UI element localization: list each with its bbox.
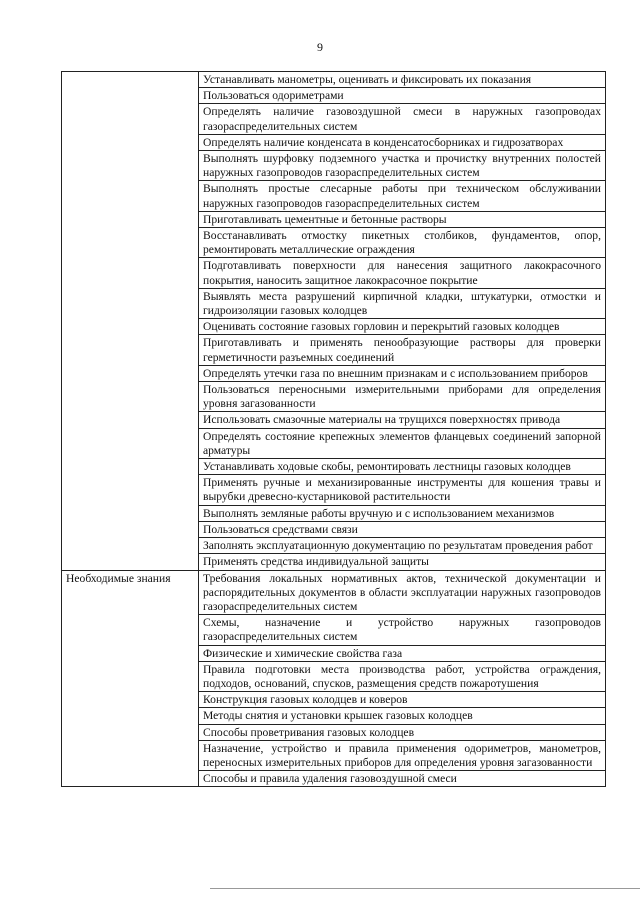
competency-table	[61, 71, 606, 787]
table-cell-text: Выявлять места разрушений кирпичной кладки, штукатурки, отмостки и гидроизоляции газовых колодцев	[199, 288, 606, 318]
table-cell-text: Заполнять эксплуатационную документацию по результатам проведения работ	[199, 538, 606, 554]
table-cell-text: Восстанавливать отмостку пикетных столбиков, фундаментов, опор, ремонтировать металлические ограждения	[199, 228, 606, 258]
table-cell-text: Назначение, устройство и правила применения одориметров, манометров, переносных измерительных приборов для определения уровня загазованности	[199, 740, 606, 770]
table-cell-text: Приготавливать цементные и бетонные растворы	[199, 211, 606, 227]
section-label-cell: Необходимые знания	[62, 570, 199, 787]
table-cell-text: Применять ручные и механизированные инструменты для кошения травы и вырубки древесно-кустарниковой растительности	[199, 475, 606, 505]
table-cell-text: Подготавливать поверхности для нанесения защитного лакокрасочного покрытия, наносить защитное лакокрасочное покрытие	[199, 258, 606, 288]
table-cell-text: Способы проветривания газовых колодцев	[199, 724, 606, 740]
table-cell-text: Определять состояние крепежных элементов фланцевых соединений запорной арматуры	[199, 428, 606, 458]
table-cell-text: Определять утечки газа по внешним признакам и с использованием приборов	[199, 365, 606, 381]
table-cell-text: Физические и химические свойства газа	[199, 645, 606, 661]
table-cell-text: Устанавливать ходовые скобы, ремонтировать лестницы газовых колодцев	[199, 459, 606, 475]
table-cell-text: Определять наличие конденсата в конденсатосборниках и гидрозатворах	[199, 134, 606, 150]
table-cell-text: Конструкция газовых колодцев и коверов	[199, 692, 606, 708]
table-cell-text: Методы снятия и установки крышек газовых колодцев	[199, 708, 606, 724]
table-cell-text: Устанавливать манометры, оценивать и фиксировать их показания	[199, 72, 606, 88]
table-cell-text: Использовать смазочные материалы на трущихся поверхностях привода	[199, 412, 606, 428]
table-cell-text: Выполнять земляные работы вручную и с использованием механизмов	[199, 505, 606, 521]
table-cell-text: Схемы, назначение и устройство наружных газопроводов газораспределительных систем	[199, 615, 606, 645]
table-cell-text: Пользоваться одориметрами	[199, 88, 606, 104]
table-cell-text: Требования локальных нормативных актов, технической документации и распорядительных документов в области эксплуатации наружных газопроводов газораспределительных систем	[199, 570, 606, 615]
bottom-rule	[210, 888, 640, 889]
table-row	[62, 570, 606, 615]
table-cell-text: Определять наличие газовоздушной смеси в наружных газопроводах газораспределительных систем	[199, 104, 606, 134]
table-body	[62, 72, 606, 787]
table-cell-text: Выполнять шурфовку подземного участка и прочистку внутренних полостей наружных газопроводов газораспределительных систем	[199, 151, 606, 181]
page-number: 9	[317, 40, 323, 54]
table-cell-text: Способы и правила удаления газовоздушной смеси	[199, 771, 606, 787]
table-row	[62, 72, 606, 88]
section-label-cell	[62, 72, 199, 571]
table-cell-text: Приготавливать и применять пенообразующие растворы для проверки герметичности разъемных соединений	[199, 335, 606, 365]
table-cell-text: Пользоваться средствами связи	[199, 521, 606, 537]
table-cell-text: Применять средства индивидуальной защиты	[199, 554, 606, 570]
table-cell-text: Выполнять простые слесарные работы при техническом обслуживании наружных газопроводов газораспределительных систем	[199, 181, 606, 211]
table-cell-text: Пользоваться переносными измерительными приборами для определения уровня загазованности	[199, 382, 606, 412]
table-cell-text: Оценивать состояние газовых горловин и перекрытий газовых колодцев	[199, 319, 606, 335]
table-cell-text: Правила подготовки места производства работ, устройства ограждения, подходов, оснований, спусков, размещения средств пожаротушения	[199, 661, 606, 691]
